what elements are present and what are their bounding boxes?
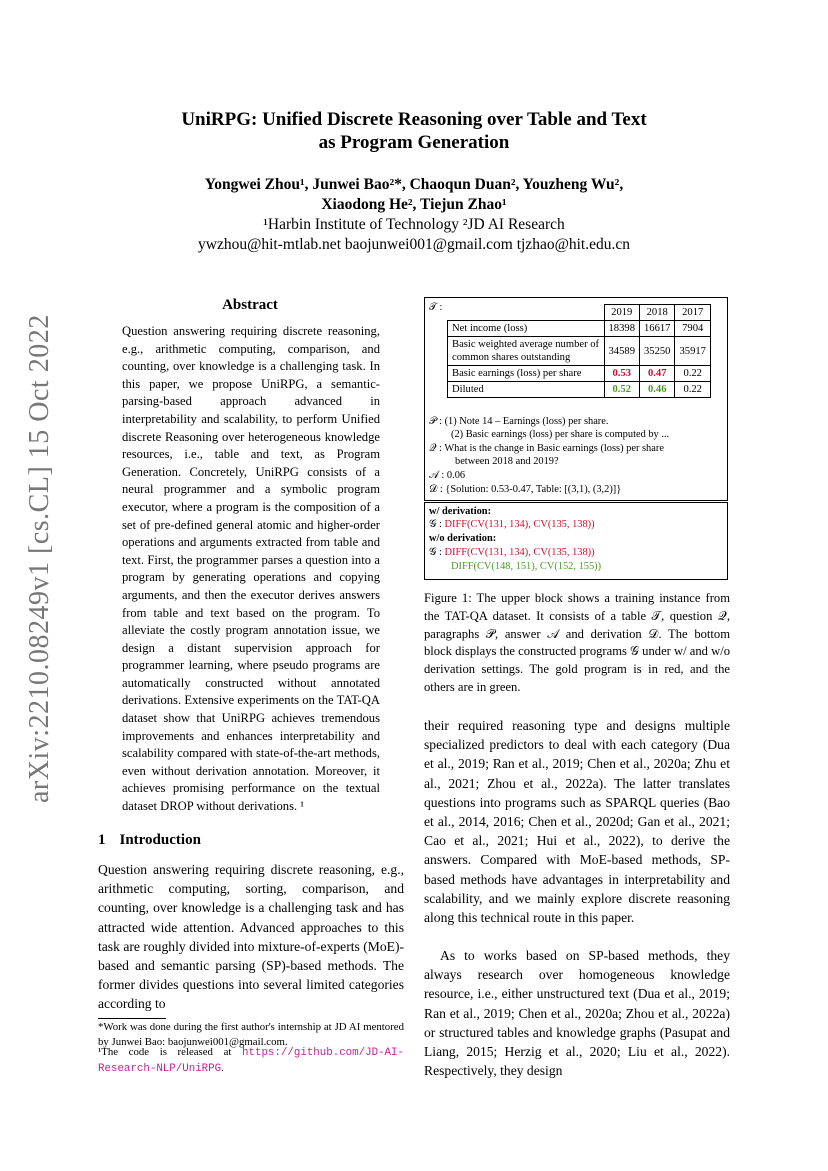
authors: Yongwei Zhou¹, Junwei Bao²*, Chaoqun Duan², Youzheng Wu², Xiaodong He², Tiejun Zhao¹ bbox=[204, 176, 624, 213]
question-line2: between 2018 and 2019? bbox=[455, 456, 559, 467]
table-row: Basic weighted average number of common shares outstanding 34589 35250 35917 bbox=[448, 337, 711, 366]
emails: ywzhou@hit-mtlab.net baojunwei001@gmail.com tjzhao@hit.edu.cn bbox=[198, 236, 630, 253]
footnote-rule bbox=[98, 1018, 166, 1019]
right-paragraph-2: As to works based on SP-based methods, they always research over homogeneous knowledge resource, i.e., either unstructured text (Dua et al., 2019; Ran et al., 2019; Chen et al., 2020a; Zhou et al., 2022a) or structured tables and knowledge graphs (Pasupat and Liang, 2015; Herzig et al., 2020; Liu et al., 2022). Respectively, they design bbox=[424, 948, 730, 1079]
figure-table bbox=[447, 304, 711, 398]
right-paragraph-1: their required reasoning type and designs multiple specialized predictors to deal with each category (Dua et al., 2019; Ran et al., 2019; Chen et al., 2020a; Zhu et al., 2021; Zhou et al., 2022a). The latter translates questions into programs such as SPARQL queries (Bao et al., 2014, 2016; Chen et al., 2020d; Gan et al., 2021; Cao et al., 2021; Hui et al., 2022), to derive the answers. Compared with MoE-based methods, SP-based methods have advantages in interpretability and scalability, and we mainly explore discrete reasoning along this technical route in this paper. bbox=[424, 718, 730, 926]
program-gold-row: 𝒢 : DIFF(CV(131, 134), CV(135, 138)) bbox=[429, 519, 595, 530]
code-link[interactable]: https://github.com/JD-AI-Research-NLP/UniRPG bbox=[98, 1047, 404, 1075]
abstract-heading: Abstract bbox=[222, 297, 278, 313]
intro-paragraph: Question answering requiring discrete reasoning, e.g., arithmetic computing, sorting, comparison, and counting, over knowledge is a challenging task and has attracted wide attention. Advanced approaches to this task are roughly divided into mixture-of-experts (MoE)-based and semantic parsing (SP)-based methods. The former divides questions into several limited categories according to bbox=[98, 862, 404, 1012]
other-program: DIFF(CV(148, 151), CV(152, 155)) bbox=[451, 561, 602, 572]
section-heading: 1 Introduction bbox=[98, 832, 201, 848]
without-derivation-label: w/o derivation: bbox=[429, 533, 497, 544]
figure-program-block bbox=[424, 502, 728, 580]
arxiv-stamp: arXiv:2210.08249v1 [cs.CL] 15 Oct 2022 bbox=[24, 314, 55, 803]
answer-line: 𝒜 : 0.06 bbox=[429, 470, 466, 481]
with-derivation-label: w/ derivation: bbox=[429, 506, 492, 517]
footnote-1: *Work was done during the first author's internship at JD AI mentored by Junwei Bao: baojunwei001@gmail.com. bbox=[98, 1021, 404, 1048]
gold-program-2: DIFF(CV(131, 134), CV(135, 138)) bbox=[444, 547, 595, 558]
table-row: Basic earnings (loss) per share 0.53 0.47 0.22 bbox=[448, 366, 711, 382]
table-header-row: 2019 2018 2017 bbox=[448, 305, 711, 321]
paragraph-p-line1: 𝒫 : (1) Note 14 – Earnings (loss) per share. bbox=[429, 416, 609, 427]
affiliations: ¹Harbin Institute of Technology ²JD AI Research ywzhou@hit-mtlab.net baojunwei001@gmail.com tjzhao@hit.edu.cn bbox=[120, 215, 708, 255]
gold-program: DIFF(CV(131, 134), CV(135, 138)) bbox=[444, 519, 595, 530]
question-line1: 𝒬 : What is the change in Basic earnings (loss) per share bbox=[429, 443, 664, 454]
figure-instance-block bbox=[424, 297, 728, 501]
table-label: 𝒯 : bbox=[429, 302, 443, 313]
footnote-2: ¹The code is released at https://github.com/JD-AI-Research-NLP/UniRPG. bbox=[98, 1046, 404, 1075]
figure-caption: Figure 1: The upper block shows a training instance from the TAT-QA dataset. It consists of a table 𝒯, question 𝒬, paragraphs 𝒫, answer 𝒜 and derivation 𝒟. The bottom block displays the constructed programs 𝒢 under w/ and w/o derivation settings. The gold program is in red, and the others are in green. bbox=[424, 591, 730, 694]
paper-title: UniRPG: Unified Discrete Reasoning over Table and Text as Program Generation bbox=[181, 109, 647, 153]
program-gold-row-2: 𝒢 : DIFF(CV(131, 134), CV(135, 138)) bbox=[429, 547, 595, 558]
table-row: Net income (loss) 18398 16617 7904 bbox=[448, 321, 711, 337]
table-row: Diluted 0.52 0.46 0.22 bbox=[448, 382, 711, 398]
derivation-line: 𝒟 : {Solution: 0.53-0.47, Table: [(3,1), (3,2)]} bbox=[429, 484, 622, 495]
abstract-text: Question answering requiring discrete reasoning, e.g., arithmetic computing, comparison, and counting, over knowledge is a challenging task. In this paper, we propose UniRPG, a semantic-parsing-based approach advanced in interpretability and scalability, to perform Unified discrete Reasoning over heterogeneous knowledge resources, i.e., table and text, as Program Generation. Concretely, UniRPG consists of a neural programmer and a symbolic program executor, where a program is the composition of a set of pre-defined general atomic and higher-order operations and arguments extracted from table and text. First, the programmer parses a question into a program by generating operations and copying arguments, and then the executor derives answers from table and text based on the program. To alleviate the costly program annotation issue, we design a distant supervision approach for programmer learning, where pseudo programs are automatically constructed without annotated derivations. Extensive experiments on the TAT-QA dataset show that UniRPG achieves tremendous improvements and enhances interpretability and scalability compared with state-of-the-art methods, even without derivation annotation. Moreover, it achieves promising performance on the textual dataset DROP without derivations. ¹ bbox=[122, 324, 380, 814]
paragraph-p-line2: (2) Basic earnings (loss) per share is computed by ... bbox=[451, 429, 670, 440]
